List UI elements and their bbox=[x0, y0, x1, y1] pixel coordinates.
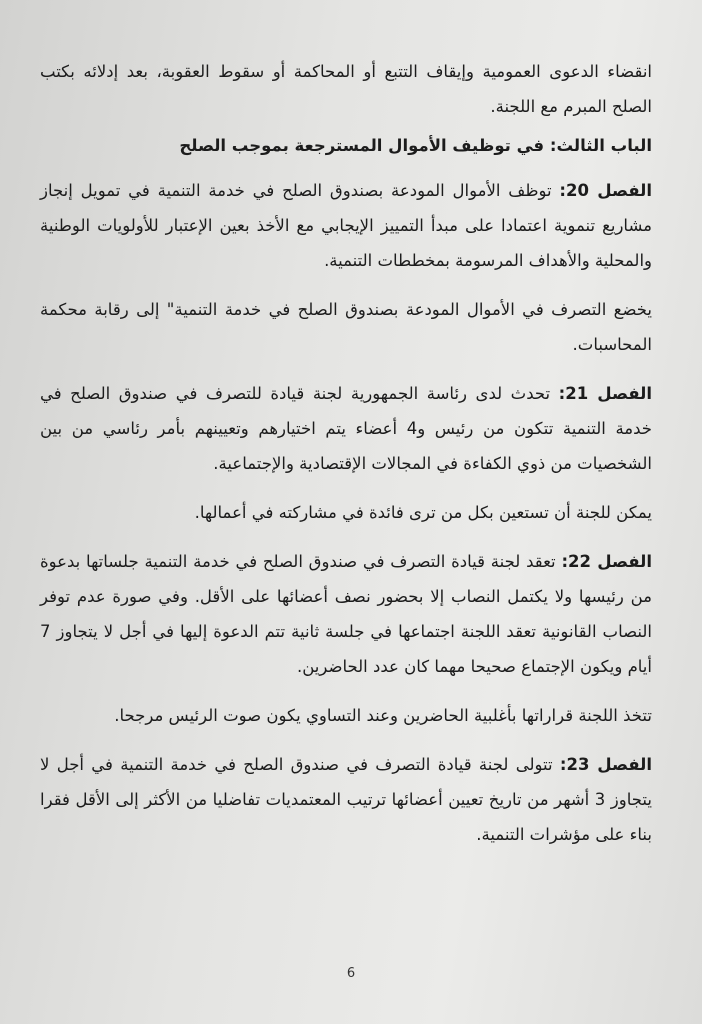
article-text: يمكن للجنة أن تستعين بكل من ترى فائدة في مشاركته في أعمالها. bbox=[194, 503, 652, 522]
article-20 bbox=[40, 173, 652, 278]
article-text: تحدث لدى رئاسة الجمهورية لجنة قيادة للتصرف في صندوق الصلح في خدمة التنمية تتكون من رئيس و4 أعضاء يتم اختيارهم وتعيينهم بأمر رئاسي من بين الشخصيات من ذوي الكفاءة في المجالات الإقتصادية والإجتماعية. bbox=[40, 384, 652, 473]
article-text: توظف الأموال المودعة بصندوق الصلح في خدمة التنمية في تمويل إنجاز مشاريع تنموية اعتمادا على مبدأ التمييز الإيجابي مع الأخذ بعين الإعتبار للأولويات الوطنية والمحلية والأهداف المرسومة بمخططات التنمية. bbox=[40, 181, 652, 270]
article-label: الفصل 21: bbox=[558, 384, 652, 403]
article-label: الفصل 20: bbox=[559, 181, 652, 200]
article-label: الفصل 22: bbox=[561, 552, 652, 571]
section-heading: الباب الثالث: في توظيف الأموال المسترجعة بموجب الصلح bbox=[179, 136, 652, 155]
article-22-paragraph-2 bbox=[40, 698, 652, 733]
article-21-paragraph-2 bbox=[40, 495, 652, 530]
article-21 bbox=[40, 376, 652, 481]
article-text: تعقد لجنة قيادة التصرف في صندوق الصلح في خدمة التنمية جلساتها بدعوة من رئيسها ولا يكتمل النصاب إلا بحضور نصف أعضائها على الأقل. وفي صورة عدم توفر النصاب القانونية تعقد اللجنة اجتماعها في جلسة ثانية تتم الدعوة إليها في أجل لا يتجاوز 7 أيام ويكون الإجتماع صحيحا مهما كان عدد الحاضرين. bbox=[40, 552, 652, 676]
page-number: 6 bbox=[346, 966, 356, 981]
document-body bbox=[40, 54, 652, 866]
article-text: تتخذ اللجنة قراراتها بأغلبية الحاضرين وعند التساوي يكون صوت الرئيس مرجحا. bbox=[114, 706, 652, 725]
article-text: يخضع التصرف في الأموال المودعة بصندوق الصلح في خدمة التنمية" إلى رقابة محكمة المحاسبات. bbox=[40, 300, 652, 354]
article-label: الفصل 23: bbox=[559, 755, 652, 774]
article-23 bbox=[40, 747, 652, 852]
article-22 bbox=[40, 544, 652, 684]
continuation-paragraph: انقضاء الدعوى العمومية وإيقاف التتبع أو المحاكمة أو سقوط العقوبة، بعد إدلائه بكتب الصلح المبرم مع اللجنة. bbox=[40, 62, 652, 116]
article-20-paragraph-2 bbox=[40, 292, 652, 362]
article-text: تتولى لجنة قيادة التصرف في صندوق الصلح في خدمة التنمية في أجل لا يتجاوز 3 أشهر من تاريخ تعيين أعضائها ترتيب المعتمديات تفاضليا من الأكثر إلى الأقل فقرا بناء على مؤشرات التنمية. bbox=[40, 755, 652, 844]
